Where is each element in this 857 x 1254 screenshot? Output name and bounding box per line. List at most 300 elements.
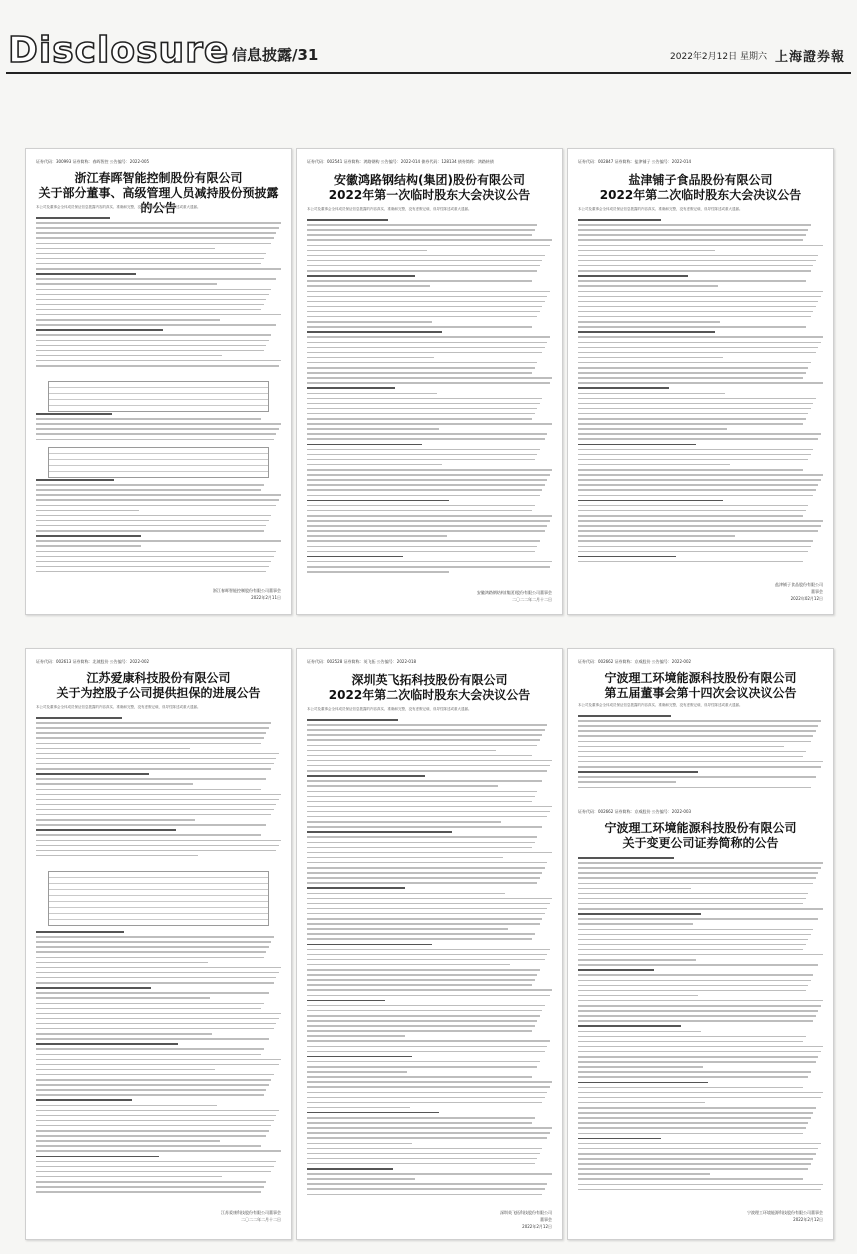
text-line (36, 253, 266, 255)
text-line (578, 1143, 821, 1145)
text-line (307, 739, 540, 741)
text-line (36, 941, 271, 943)
text-line (307, 336, 550, 338)
text-line (36, 799, 279, 801)
text-line (578, 1071, 811, 1073)
text-line (578, 367, 808, 369)
body-text (36, 413, 281, 443)
text-line (307, 1005, 545, 1007)
text-line (578, 1178, 803, 1180)
text-line (307, 821, 501, 823)
text-line (578, 362, 811, 364)
text-line (36, 962, 208, 964)
text-line (36, 809, 274, 811)
text-line (307, 260, 542, 262)
text-line (307, 474, 550, 476)
text-line (578, 913, 701, 915)
signature-block: 安徽鸿路钢结构(集团)股份有限公司董事会 二〇二二年二月十二日 (476, 590, 552, 602)
text-line (36, 1079, 271, 1081)
text-line (307, 1168, 393, 1170)
text-line (36, 1048, 264, 1050)
text-line (307, 525, 547, 527)
text-line (307, 464, 442, 466)
board-statement: 本公司及董事会全体成员保证信息披露的内容真实、准确和完整，没有虚假记载、误导性陈述或重大遗漏。 (307, 207, 472, 211)
board-statement: 本公司及董事会全体成员保证信息披露的内容真实、准确和完整，没有虚假记载、误导性陈述或重大遗漏。 (578, 207, 743, 211)
text-line (36, 217, 110, 219)
text-line (578, 1031, 701, 1033)
text-line (307, 454, 537, 456)
text-line (36, 997, 210, 999)
text-line (578, 423, 803, 425)
text-line (578, 1087, 803, 1089)
header-right (670, 46, 845, 65)
text-line (36, 278, 276, 280)
text-line (307, 785, 498, 787)
text-line (307, 428, 439, 430)
text-line (36, 360, 281, 362)
text-line (307, 1117, 535, 1119)
text-line (307, 342, 547, 344)
text-line (578, 546, 811, 548)
text-line (307, 219, 388, 221)
text-line (36, 540, 281, 542)
text-line (36, 1125, 271, 1127)
text-line (307, 352, 542, 354)
text-line (36, 1084, 269, 1086)
text-line (307, 489, 542, 491)
text-line (36, 758, 276, 760)
text-line (578, 1138, 661, 1140)
text-line (36, 520, 269, 522)
text-line (578, 1010, 818, 1012)
text-line (578, 428, 727, 430)
announcement-subject: 第五届董事会第十四次会议决议公告 (604, 686, 797, 700)
text-line (307, 1061, 540, 1063)
announcement-subject: 2022年第二次临时股东大会决议公告 (599, 188, 802, 202)
text-line (36, 1099, 132, 1101)
holding-table (48, 381, 269, 412)
text-line (307, 944, 432, 946)
text-line (36, 732, 266, 734)
text-line (307, 331, 442, 333)
text-line (36, 418, 261, 420)
text-line (578, 1122, 808, 1124)
text-line (578, 245, 823, 247)
text-line (36, 505, 276, 507)
text-line (578, 787, 811, 789)
text-line (307, 954, 547, 956)
text-line (578, 556, 676, 558)
text-line (36, 946, 269, 948)
text-line (307, 852, 552, 854)
body-text (36, 717, 281, 867)
text-line (36, 1105, 217, 1107)
text-line (307, 872, 542, 874)
text-line (307, 245, 550, 247)
text-line (578, 867, 821, 869)
text-line (36, 855, 198, 857)
text-line (578, 954, 823, 956)
text-line (307, 535, 447, 537)
text-line (36, 717, 122, 719)
text-line (578, 352, 816, 354)
text-line (36, 222, 281, 224)
text-line (36, 329, 163, 331)
text-line (578, 270, 811, 272)
text-line (36, 763, 274, 765)
text-line (36, 1038, 269, 1040)
text-line (36, 834, 261, 836)
text-line (307, 229, 535, 231)
text-line (307, 1015, 540, 1017)
text-line (578, 751, 806, 753)
text-line (578, 1107, 816, 1109)
text-line (307, 1127, 552, 1129)
text-line (36, 727, 269, 729)
text-line (307, 280, 532, 282)
text-line (307, 418, 532, 420)
text-line (578, 1112, 813, 1114)
text-line (36, 992, 269, 994)
announcement-panel-6 (567, 648, 834, 1240)
text-line (36, 294, 269, 296)
text-line (578, 781, 676, 783)
text-line (307, 367, 535, 369)
text-line (36, 1166, 274, 1168)
text-line (36, 433, 276, 435)
text-line (578, 500, 723, 502)
announcement-panel-5 (296, 648, 563, 1240)
announcement-subject: 2022年第二次临时股东大会决议公告 (328, 688, 531, 702)
text-line (307, 413, 535, 415)
text-line (307, 775, 425, 777)
text-line (307, 755, 532, 757)
text-line (36, 951, 266, 953)
text-line (36, 1028, 274, 1030)
text-line (307, 1086, 550, 1088)
text-line (36, 545, 141, 547)
text-line (307, 515, 552, 517)
announcement-subject: 关于为控股子公司提供担保的进展公告 (56, 686, 261, 700)
text-line (578, 1097, 821, 1099)
announcement-title (578, 173, 823, 203)
text-line (307, 1025, 535, 1027)
text-line (307, 1122, 532, 1124)
text-line (307, 913, 545, 915)
text-line (307, 1071, 407, 1073)
text-line (578, 316, 811, 318)
text-line (578, 561, 803, 563)
table-row (49, 920, 268, 925)
text-line (36, 309, 261, 311)
text-line (36, 494, 281, 496)
securities-code-line: 证券代码：002613 证券简称：北玻股份 公告编号：2022-002 (36, 659, 150, 664)
text-line (36, 499, 279, 501)
body-text (578, 219, 823, 575)
announcement-title (578, 671, 823, 701)
text-line (578, 250, 715, 252)
text-line (578, 336, 823, 338)
text-line (36, 1145, 261, 1147)
text-line (578, 1000, 823, 1002)
text-line (578, 342, 821, 344)
text-line (307, 898, 552, 900)
body-text (36, 931, 281, 1201)
text-line (578, 357, 723, 359)
text-line (36, 829, 176, 831)
text-line (36, 571, 266, 573)
text-line (307, 255, 545, 257)
text-line (307, 265, 540, 267)
company-name: 浙江春晖智能控制股份有限公司 (74, 171, 243, 185)
text-line (307, 862, 547, 864)
text-line (307, 1102, 542, 1104)
text-line (307, 321, 432, 323)
text-line (307, 301, 545, 303)
text-line (307, 551, 535, 553)
text-line (307, 729, 545, 731)
text-line (36, 566, 269, 568)
text-line (36, 1140, 220, 1142)
text-line (36, 1120, 274, 1122)
text-line (578, 959, 696, 961)
text-line (578, 1153, 816, 1155)
securities-code-line-2: 证券代码：002662 证券简称：京威股份 公告编号：2022-003 (578, 809, 692, 814)
text-line (578, 1158, 813, 1160)
text-line (578, 398, 816, 400)
text-line (307, 877, 540, 879)
text-line (578, 746, 784, 748)
text-line (578, 387, 669, 389)
text-line (578, 766, 821, 768)
text-line (578, 1173, 710, 1175)
securities-code-line: 证券代码：002541 证券简称：鸿路钢构 公告编号：2022-014 债券代码：128134 债券简称：鸿路转债 (307, 159, 494, 164)
text-line (36, 737, 264, 739)
text-line (307, 867, 545, 869)
text-line (578, 296, 821, 298)
text-line (36, 1110, 279, 1112)
announcement-title (36, 671, 281, 701)
announcement-subject: 2022年第一次临时股东大会决议公告 (328, 188, 531, 202)
text-line (578, 377, 803, 379)
text-line (578, 974, 813, 976)
text-line (578, 1127, 806, 1129)
text-line (36, 350, 264, 352)
text-line (578, 1148, 818, 1150)
text-line (36, 1089, 266, 1091)
signature-block: 深圳英飞拓科技股份有限公司 董事会 2022年2月12日 (500, 1210, 552, 1229)
text-line (578, 1092, 823, 1094)
text-line (307, 484, 545, 486)
text-line (578, 413, 808, 415)
text-line (578, 725, 818, 727)
text-line (36, 957, 264, 959)
text-line (36, 551, 276, 553)
text-line (578, 741, 811, 743)
text-line (578, 459, 808, 461)
text-line (578, 771, 698, 773)
text-line (36, 936, 274, 938)
securities-code-line: 证券代码：002662 证券简称：京威股份 公告编号：2022-002 (578, 659, 692, 664)
text-line (36, 319, 220, 321)
text-line (307, 377, 552, 379)
text-line (578, 224, 811, 226)
text-line (307, 989, 552, 991)
text-line (307, 500, 449, 502)
text-line (578, 1163, 811, 1165)
text-line (578, 382, 823, 384)
text-line (36, 232, 276, 234)
text-line (36, 783, 193, 785)
text-line (36, 1023, 276, 1025)
body-text (36, 217, 281, 377)
text-line (307, 438, 545, 440)
text-line (36, 340, 269, 342)
board-statement: 本公司及董事会全体成员保证信息披露的内容真实、准确和完整，没有虚假记载、误导性陈述或重大遗漏。 (36, 705, 201, 709)
text-line (578, 229, 808, 231)
text-line (578, 990, 806, 992)
text-line (578, 715, 671, 717)
text-line (578, 776, 816, 778)
text-line (578, 393, 725, 395)
announcement-panel-4 (25, 648, 292, 1240)
text-line (578, 980, 811, 982)
text-line (36, 268, 281, 270)
newspaper-logo: 上海證券報 (774, 50, 845, 65)
text-line (307, 1051, 545, 1053)
text-line (307, 398, 542, 400)
text-line (307, 1030, 532, 1032)
text-line (36, 1156, 159, 1158)
text-line (578, 280, 806, 282)
text-line (36, 413, 112, 415)
text-line (578, 540, 813, 542)
text-line (307, 250, 427, 252)
text-line (578, 923, 693, 925)
text-line (36, 743, 261, 745)
text-line (578, 944, 806, 946)
text-line (36, 814, 271, 816)
signature-block: 浙江春晖智能控制股份有限公司董事会 2022年2月11日 (213, 588, 281, 600)
text-line (578, 311, 813, 313)
text-line (307, 882, 537, 884)
text-line (307, 1092, 547, 1094)
text-line (578, 484, 818, 486)
text-line (307, 831, 452, 833)
text-line (36, 334, 271, 336)
table-row (49, 406, 268, 411)
text-line (36, 1094, 264, 1096)
text-line (36, 1176, 222, 1178)
text-line (307, 1188, 545, 1190)
text-line (578, 489, 816, 491)
text-line (578, 1066, 703, 1068)
text-line (36, 819, 195, 821)
text-line (307, 444, 422, 446)
text-line (578, 969, 654, 971)
text-line (307, 908, 547, 910)
text-line (36, 530, 264, 532)
text-line (307, 826, 542, 828)
text-line (307, 393, 437, 395)
text-line (578, 495, 813, 497)
company-name: 深圳英飞拓科技股份有限公司 (351, 673, 508, 687)
text-line (307, 408, 537, 410)
text-line (578, 1025, 681, 1027)
text-line (307, 811, 550, 813)
text-line (578, 1015, 816, 1017)
text-line (36, 324, 276, 326)
text-line (578, 474, 823, 476)
text-line (578, 903, 803, 905)
text-line (36, 824, 266, 826)
text-line (307, 387, 395, 389)
text-line (578, 255, 818, 257)
text-line (36, 778, 266, 780)
text-line (307, 1137, 547, 1139)
text-line (578, 934, 811, 936)
text-line (578, 219, 661, 221)
text-line (36, 1115, 276, 1117)
text-line (578, 515, 803, 517)
text-line (307, 1183, 547, 1185)
securities-code-line: 证券代码：002528 证券简称：英飞拓 公告编号：2022-018 (307, 659, 417, 664)
text-line (578, 908, 823, 910)
text-line (307, 1194, 542, 1196)
text-line (307, 969, 540, 971)
text-line (307, 857, 503, 859)
text-line (578, 1041, 803, 1043)
text-line (578, 438, 818, 440)
text-line (307, 1158, 537, 1160)
securities-code-line: 证券代码：002847 证券简称：盐津铺子 公告编号：2022-014 (578, 159, 692, 164)
text-line (36, 237, 274, 239)
text-line (307, 566, 550, 568)
text-line (578, 347, 818, 349)
text-line (578, 403, 813, 405)
text-line (578, 449, 813, 451)
text-line (578, 1117, 811, 1119)
text-line (36, 227, 279, 229)
text-line (578, 372, 806, 374)
text-line (36, 1018, 279, 1020)
text-line (307, 1000, 385, 1002)
body-text (578, 857, 823, 1197)
text-line (36, 845, 279, 847)
text-line (578, 761, 823, 763)
text-line (578, 1189, 821, 1191)
text-line (307, 959, 545, 961)
text-line (307, 561, 552, 563)
board-statement: 本公司及董事会全体成员保证信息披露的内容真实、准确和完整，没有虚假记载、误导性陈述或重大遗漏。 (307, 707, 472, 711)
text-line (307, 750, 496, 752)
text-line (36, 263, 261, 265)
text-line (578, 872, 818, 874)
text-line (578, 1133, 803, 1135)
text-line (578, 888, 691, 890)
text-line (36, 1186, 264, 1188)
text-line (307, 918, 542, 920)
text-line (307, 923, 540, 925)
text-line (307, 1173, 552, 1175)
company-name: 盐津铺子食品股份有限公司 (628, 173, 773, 187)
text-line (307, 796, 535, 798)
text-line (36, 1150, 281, 1152)
text-line (36, 515, 271, 517)
text-line (307, 530, 545, 532)
text-line (307, 765, 550, 767)
text-line (578, 530, 818, 532)
